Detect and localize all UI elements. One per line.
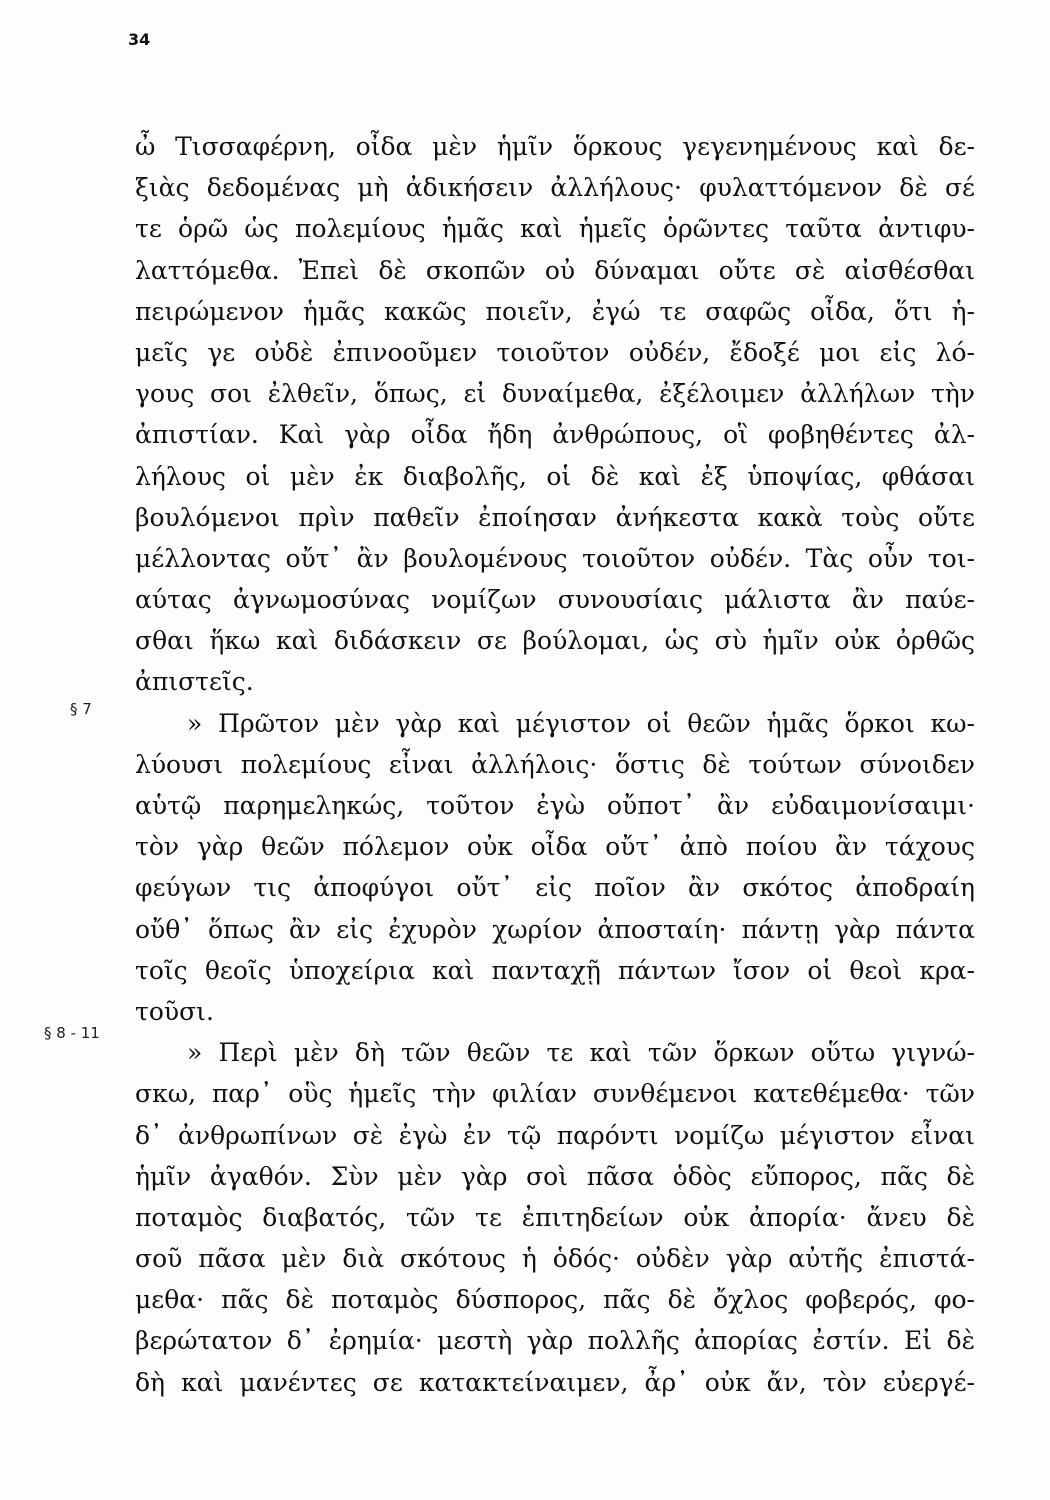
text-line: αύτας ἀγνωμοσύνας νομίζων συνουσίαις μάλιστα ἂν παύε- [135,585,975,615]
text-line: ἀπιστίαν. Καὶ γὰρ οἶδα ἤδη ἀνθρώπους, οἳ φοβηθέντες ἀλ- [135,420,975,450]
text-line: γους σοι ἐλθεῖν, ὅπως, εἰ δυναίμεθα, ἐξέλοιμεν ἀλλήλων τὴν [135,379,975,409]
text-line: τοῖς θεοῖς ὑποχείρια καὶ πανταχῇ πάντων ἴσον οἱ θεοὶ κρα- [135,955,975,985]
text-line: μέλλοντας οὔτ᾿ ἂν βουλομένους τοιοῦτον οὐδέν. Τὰς οὖν τοι- [135,543,975,573]
text-line: τὸν γὰρ θεῶν πόλεμον οὐκ οἶδα οὔτ᾿ ἀπὸ ποίου ἂν τάχους [135,832,975,862]
text-line: πειρώμενον ἡμᾶς κακῶς ποιεῖν, ἐγώ τε σαφῶς οἶδα, ὅτι ἡ- [135,296,975,326]
text-line: τοῦσι. [135,996,214,1026]
text-line: ξιὰς δεδομένας μὴ ἀδικήσειν ἀλλήλους· φυλαττόμενον δὲ σέ [135,173,975,203]
text-line: λύουσι πολεμίους εἶναι ἀλλήλοις· ὅστις δὲ τούτων σύνοιδεν [135,749,975,779]
text-line: ἡμῖν ἀγαθόν. Σὺν μὲν γὰρ σοὶ πᾶσα ὁδὸς εὔπορος, πᾶς δὲ [135,1161,975,1191]
text-line: μεθα· πᾶς δὲ ποταμὸς δύσπορος, πᾶς δὲ ὄχλος φοβερός, φο- [135,1285,975,1315]
text-line: σθαι ἥκω καὶ διδάσκειν σε βούλομαι, ὡς σὺ ἡμῖν οὐκ ὀρθῶς [135,626,975,656]
margin-note-section-8-11: § 8 - 11 [44,1024,100,1042]
text-line: αὑτῷ παρημεληκώς, τοῦτον ἐγὼ οὔποτ᾿ ἂν εὐδαιμονίσαιμι· [135,791,975,820]
text-line: » Περὶ μὲν δὴ τῶν θεῶν τε καὶ τῶν ὅρκων οὕτω γιγνώ- [187,1038,975,1068]
text-line: » Πρῶτον μὲν γὰρ καὶ μέγιστον οἱ θεῶν ἡμᾶς ὅρκοι κω- [187,708,975,738]
text-line: τε ὁρῶ ὡς πολεμίους ἡμᾶς καὶ ἡμεῖς ὁρῶντες ταῦτα ἀντιφυ- [135,214,975,244]
text-line: σκω, παρ᾿ οὓς ἡμεῖς τὴν φιλίαν συνθέμενοι κατεθέμεθα· τῶν [135,1079,975,1109]
text-line: ὦ Τισσαφέρνη, οἶδα μὲν ἡμῖν ὅρκους γεγενημένους καὶ δε- [135,132,975,161]
text-line: λαττόμεθα. Ἐπεὶ δὲ σκοπῶν οὐ δύναμαι οὔτε σὲ αἰσθέσθαι [135,255,975,285]
page-number: 34 [128,30,151,49]
text-line: βερώτατον δ᾿ ἐρημία· μεστὴ γὰρ πολλῆς ἀπορίας ἐστίν. Εἰ δὲ [135,1326,975,1356]
text-line: λήλους οἱ μὲν ἐκ διαβολῆς, οἱ δὲ καὶ ἐξ ὑποψίας, φθάσαι [135,461,975,491]
text-line: βουλόμενοι πρὶν παθεῖν ἐποίησαν ἀνήκεστα κακὰ τοὺς οὔτε [135,502,975,532]
text-line: ἀπιστεῖς. [135,667,254,697]
text-line: δ᾿ ἀνθρωπίνων σὲ ἐγὼ ἐν τῷ παρόντι νομίζω μέγιστον εἶναι [135,1120,975,1150]
text-line: μεῖς γε οὐδὲ ἐπινοοῦμεν τοιοῦτον οὐδέν, ἔδοξέ μοι εἰς λό- [135,337,975,367]
text-line: δὴ καὶ μανέντες σε κατακτείναιμεν, ἆρ᾿ οὐκ ἄν, τὸν εὐεργέ- [135,1367,975,1397]
text-line: ποταμὸς διαβατός, τῶν τε ἐπιτηδείων οὐκ ἀπορία· ἄνευ δὲ [135,1202,975,1232]
margin-note-section-7: § 7 [70,700,92,718]
main-text-block [135,126,975,1403]
text-line: σοῦ πᾶσα μὲν διὰ σκότους ἡ ὁδός· οὐδὲν γὰρ αὐτῆς ἐπιστά- [135,1244,975,1274]
text-line: φεύγων τις ἀποφύγοι οὔτ᾿ εἰς ποῖον ἂν σκότος ἀποδραίη [135,873,975,903]
text-line: οὔθ᾿ ὅπως ἂν εἰς ἐχυρὸν χωρίον ἀποσταίη· πάντῃ γὰρ πάντα [135,914,975,944]
